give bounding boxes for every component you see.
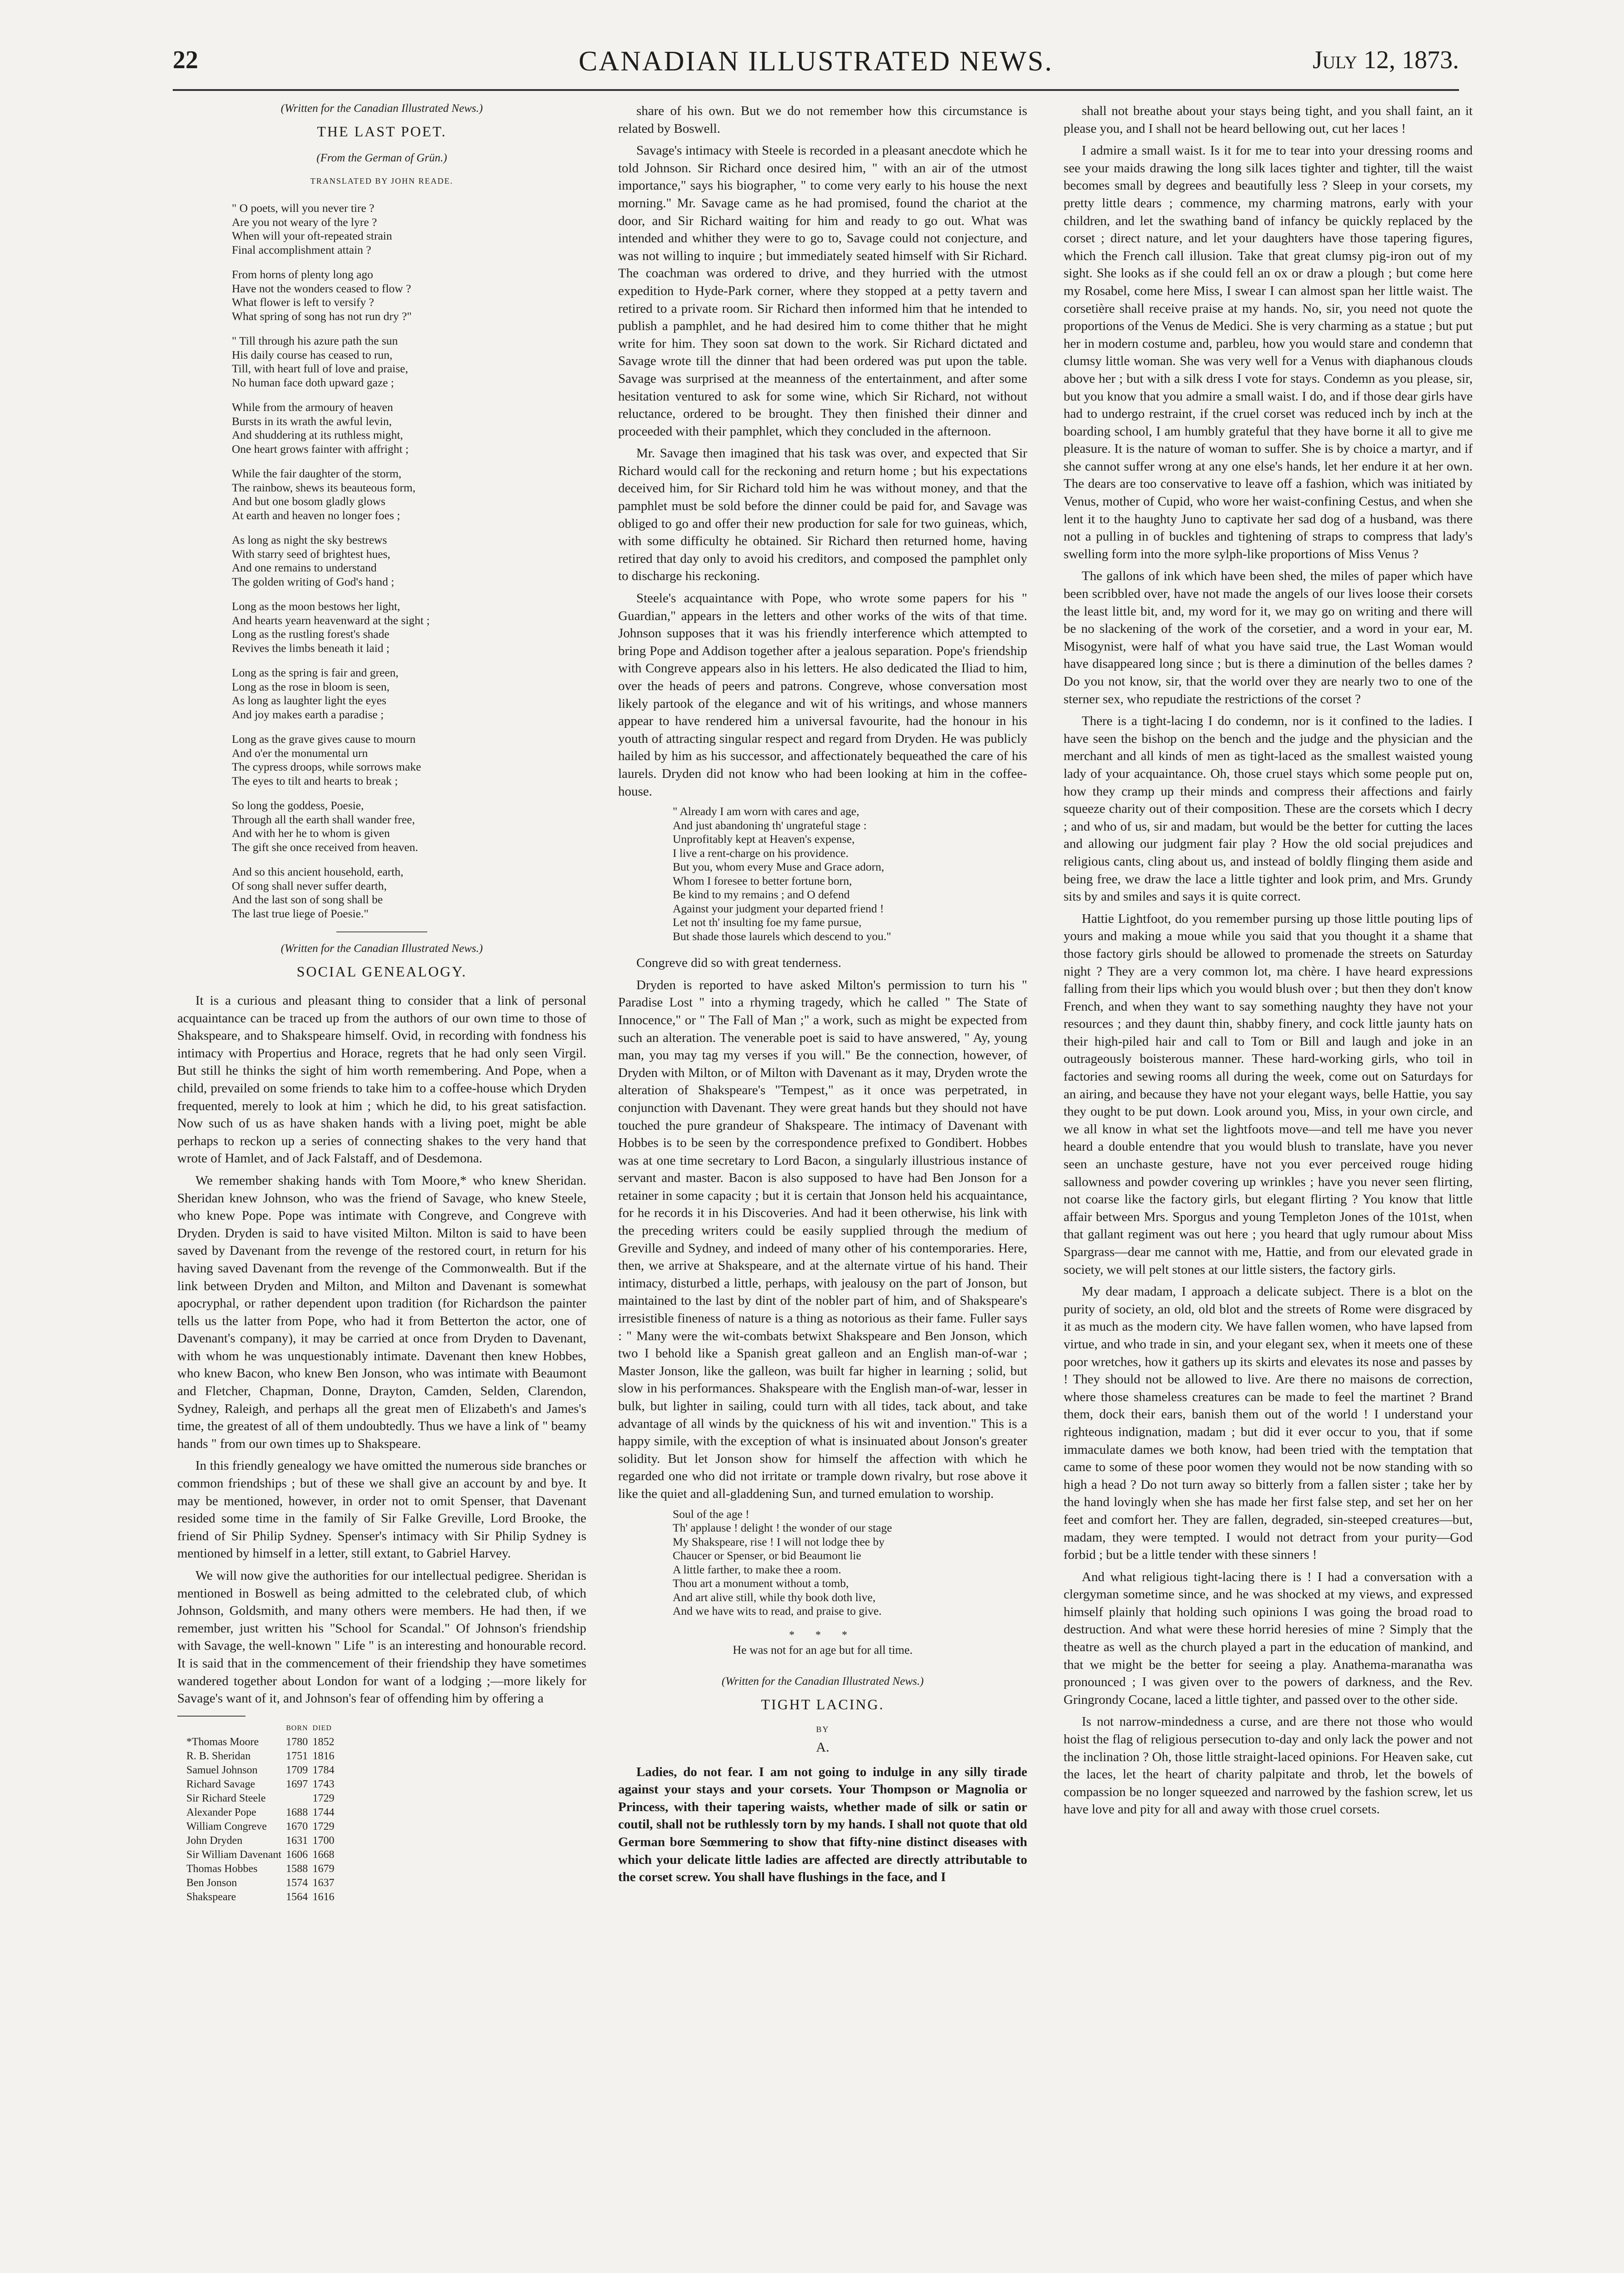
- table-cell: [286, 1792, 312, 1806]
- verse-line: Chaucer or Spenser, or bid Beaumont lie: [673, 1549, 861, 1562]
- verse-line: Bursts in its wrath the awful levin,: [232, 414, 392, 428]
- table-cell: 1606: [286, 1848, 308, 1861]
- jonson-quote: [673, 1507, 1027, 1618]
- table-cell: R. B. Sheridan: [186, 1750, 251, 1762]
- verse-line: Have not the wonders ceased to flow ?: [232, 281, 411, 295]
- verse-line: Be kind to my remains ; and O defend: [673, 888, 850, 901]
- verse-line: A little farther, to make thee a room.: [673, 1562, 841, 1576]
- tight-article-part-2: [1064, 102, 1473, 1818]
- verse-line: " O poets, will you never tire ?: [232, 201, 375, 215]
- table-cell: 1588: [286, 1862, 308, 1875]
- verse-line: From horns of plenty long ago: [232, 268, 373, 281]
- table-row: [186, 1806, 339, 1820]
- verse-line: Long as the spring is fair and green,: [232, 666, 399, 679]
- verse-line: Whom I foresee to better fortune born,: [673, 874, 852, 887]
- table-header-row: [186, 1721, 339, 1735]
- table-cell: 1784: [312, 1764, 335, 1776]
- asterisms: * * *: [789, 1629, 856, 1641]
- table-cell: Sir Richard Steele: [186, 1792, 266, 1804]
- stanza: [232, 666, 586, 721]
- verse-line: Long as the rose in bloom is seen,: [232, 680, 390, 693]
- verse-line: Of song shall never suffer dearth,: [232, 879, 387, 892]
- table-cell: Samuel Johnson: [186, 1764, 258, 1776]
- verse-line: But you, whom every Muse and Grace adorn,: [673, 860, 884, 874]
- table-cell: Sir William Davenant: [186, 1848, 282, 1861]
- verse-line: Through all the earth shall wander free,: [232, 812, 415, 826]
- column-header: DIED: [312, 1724, 332, 1732]
- stanza: [232, 799, 586, 854]
- poem-credit: (Written for the Canadian Illustrated News.): [280, 102, 483, 115]
- verse-line: And just abandoning th' ungrateful stage :: [673, 818, 867, 832]
- table-cell: 1637: [312, 1877, 335, 1889]
- verse-line: Long as the moon bestows her light,: [232, 600, 400, 613]
- table-cell: 1729: [312, 1792, 335, 1804]
- paragraph: Mr. Savage then imagined that his task was over, and expected that Sir Richard would call for the reckoning and return home ; but his expectations deceived him, for Sir Richard told him he was without money, and that the pamphlet must be sold before the dinner could be paid for, and Savage was obliged to go and offer their new production for sale for two guineas, which, with some difficulty he obtained. Sir Richard then returned home, having retired that day only to avoid his creditors, and composed the pamphlet only to discharge his reckoning.: [618, 446, 1027, 584]
- paragraph: And what religious tight-lacing there is ! I had a conversation with a clergyman sometime since, and he was shocked at my views, and expressed himself plainly that holding such opinions I was going the broad road to destruction. And what were these horrid heresies of mine ? Simply that the theatre as well as the church played a part in the education of mankind, and that we might be the better for seeing a play. Anathema-maranatha was pronounced ; I was given over to the powers of darkness, and the Rev. Gringrondy Cocane, laced a little tighter, and passed over to the other side.: [1064, 1569, 1473, 1707]
- closing-line: He was not for an age but for all time.: [733, 1643, 913, 1657]
- column-1: [177, 102, 586, 2273]
- table-cell: Alexander Pope: [186, 1806, 256, 1818]
- verse-line: Thou art a monument without a tomb,: [673, 1577, 849, 1590]
- paragraph: Dryden is reported to have asked Milton's permission to turn his " Paradise Lost " into a rhyming tragedy, which he called " The State of Innocence," or " The Fall of Man ;" a work, such as might be expected from such an alteration. The venerable poet is said to have answered, " Ay, young man, you may tag my verses if you will." Be the connection, however, of Dryden with Milton, or of Milton with Davenant as it may, Dryden wrote the alteration of Shakspeare's "Tempest," as it once was perpetrated, in conjunction with Davenant. They were great hands but they should not have touched the pure grandeur of Shakspeare. The intimacy of Davenant with Hobbes is to be seen by the correspondence prefixed to Gondibert. Hobbes was at one time secretary to Lord Bacon, a singularly illustrious instance of servant and master. Bacon is also supposed to have had Ben Jonson for a retainer in some capacity ; but it is certain that Jonson held his acquaintance, for he records it in his Discoveries. And had it been otherwise, his link with the preceding writers could be easily supplied through the medium of Greville and Sydney, and indeed of many other of his contemporaries. Here, then, we arrive at Shakspeare, and at the alternate virtue of his hand. Their intimacy, disturbed a little, perhaps, with jealousy on the part of Jonson, but maintained to the last by dint of the nobler part of him, and of Shakspeare's irresistible fineness of nature is a thing as notorious as their fame. Fuller says : " Many were the wit-combats betwixt Shakspeare and Ben Jonson, which two I behold like a Spanish great galleon and an English man-of-war ; Master Jonson, like the galleon, was built far higher in learning ; solid, but slow in his performances. Shakspeare with the English man-of-war, lesser in bulk, but lighter in sailing, could turn with all tides, tack about, and take advantage of all winds by the quickness of his wit and invention." This is a happy simile, with the exception of what is insinuated about Jonson's greater solidity. But let Jonson show for himself the affection with which he regarded one who did not irritate or trample down rivalry, but rose above it like the quiet and all-gladdening Sun, and turned emulation to worship.: [618, 977, 1027, 1501]
- table-cell: 1679: [312, 1862, 335, 1875]
- paragraph: The gallons of ink which have been shed, the miles of paper which have been scribbled over, have not made the angels of our lives loose their corsets the least little bit, and, my word for it, we may go on writing and there will be no slackening of the work of the corsetier, and a word in your ear, M. Misogynist, were half of what you have said true, the Last Woman would have disappeared long since ; but is there a diminution of the belles dames ? Do you not know, sir, that the world over they are nearly two to one of the sterner sex, who repudiate the restrictions of the corset ?: [1064, 569, 1473, 706]
- table-cell: *Thomas Moore: [186, 1736, 259, 1748]
- social-article-part-3: [618, 954, 1027, 1502]
- table-cell: John Dryden: [186, 1834, 243, 1847]
- social-article-part-1: [177, 992, 586, 1707]
- verse-line: " Till through his azure path the sun: [232, 334, 398, 347]
- column-3: [1064, 102, 1473, 2273]
- verse-line: And with her he to whom is given: [232, 826, 390, 840]
- column-2: [618, 102, 1027, 2273]
- column-header: BORN: [286, 1724, 308, 1732]
- verse-line: Long as the rustling forest's shade: [232, 627, 390, 641]
- verse-line: The eyes to tilt and hearts to break ;: [232, 774, 398, 787]
- table-cell: Shakspeare: [186, 1891, 236, 1903]
- verse-line: Final accomplishment attain ?: [232, 243, 371, 256]
- stanza: [232, 865, 586, 921]
- verse-line: While the fair daughter of the storm,: [232, 467, 402, 480]
- paragraph: It is a curious and pleasant thing to consider that a link of personal acquaintance can be traced up from the authors of our own time to those of Shakspeare, and to Shakspeare himself. Ovid, in recording with fondness his intimacy with Propertius and Horace, regrets that he had only seen Virgil. But still he thinks the sight of him worth remembering. And Pope, when a child, prevailed on some friends to take him to a coffee-house which Dryden frequented, merely to look at him ; which he did, to his great satisfaction. Now such of us as have shaken hands with a living poet, might be able perhaps to reckon up a series of connecting shakes to the very hand that wrote of Hamlet, and of Jack Falstaff, and of Desdemona.: [177, 993, 586, 1166]
- table-row: [186, 1735, 339, 1749]
- stanza: [232, 467, 586, 522]
- column-header: [186, 1721, 286, 1735]
- poem-translator: TRANSLATED BY JOHN READE.: [310, 176, 454, 185]
- verse-line: The last true liege of Poesie.": [232, 906, 369, 920]
- table-row: [186, 1890, 339, 1904]
- table-cell: 1688: [286, 1806, 308, 1818]
- table-cell: 1751: [286, 1750, 308, 1762]
- paragraph: There is a tight-lacing I do condemn, nor is it confined to the ladies. I have seen the bishop on the bench and the judge and the physician and the merchant and all kinds of men as tight-laced as the smallest waisted young lady of your acquaintance. Oh, those cruel stays which some people put on, how they cramp up their minds and compress their affections and fairly squeeze charity out of their composition. These are the corsets which I decry ; and who of us, sir and madam, but would be the better for cutting the laces and allowing our judgment fair play ? How the old social prejudices and religious cants, cling about us, and instead of boldly flinging them aside and being free, we draw the lace a little tighter and look prim, and Mrs. Grundy sits by and smiles and says it is quite correct.: [1064, 714, 1473, 904]
- verse-line: Long as the grave gives cause to mourn: [232, 732, 416, 746]
- stanza: [232, 201, 586, 257]
- table-cell: 1631: [286, 1834, 308, 1847]
- table-row: [186, 1834, 339, 1848]
- stanza: [232, 600, 586, 655]
- verse-line: What spring of song has not run dry ?": [232, 309, 412, 323]
- verse-line: So long the goddess, Poesie,: [232, 799, 364, 812]
- table-cell: 1743: [312, 1778, 335, 1790]
- verse-line: As long as night the sky bestrews: [232, 533, 387, 546]
- verse-line: Are you not weary of the lyre ?: [232, 215, 377, 229]
- social-title: SOCIAL GENEALOGY.: [296, 963, 467, 980]
- table-cell: Thomas Hobbes: [186, 1862, 258, 1875]
- table-cell: 1780: [286, 1736, 308, 1748]
- paragraph: My dear madam, I approach a delicate subject. There is a blot on the purity of society, an old, old blot and the streets of Rome were disgraced by it as much as the modern city. We have fallen women, who have lapsed from virtue, and who trade in sin, and your elegant sex, when it meets one of these poor wretches, how it gathers up its skirts and elevates its nose and passes by ! They should not be allowed to live. Are there no maisons de correction, where those shameless creatures can be made to feel the martinet ? Brand them, dock their ears, banish them out of the world ! I understand your righteous indignation, madam ; but did it ever occur to you, that if some immaculate dames we both know, had been tried with the temptation that came to some of these poor women they would not be now standing with so high a head ? Do not turn away so bitterly from a fallen sister ; take her by the hand lovingly when she has made her first false step, and set her on her feet and comfort her. They are fallen, degraded, sin-steeped creatures—but, madam, they were tempted. I would not detract from your purity—God forbid ; but be a little tender with these sinners !: [1064, 1284, 1473, 1562]
- verse-line: And we have wits to read, and praise to give.: [673, 1604, 882, 1618]
- table-row: [186, 1820, 339, 1834]
- footnote-rule: [177, 1716, 245, 1717]
- paragraph: I admire a small waist. Is it for me to tear into your dressing rooms and see your maids drawing the long silk laces tighter and tighter, till the waist becomes small by degrees and beautifully less ? Sleep in your corsets, my pretty little dears ; commence, my charming matrons, early with your children, and let the swathing band of infancy be quickly replaced by the corset ; direct nature, and let your daughters have those tapering figures, which the French call illusion. Take that great clumsy pig-iron out of my sight. She looks as if she could fell an ox or draw a plough ; but come here my Rosabel, come here Miss, I swear I can almost span her little waist. The corsetière shall receive praise at my hands. No, sir, you need not quote the proportions of the Venus de Medici. She is very charming as a statue ; but put her in modern costume and, parbleu, how you would stare and condemn that clumsy little woman. She was very well for a Venus with diaphanous clouds above her ; but with a silk dress I vote for stays. Condemn as you please, sir, but you know that you admire a small waist. I do, and if those dear girls have had to undergo restraint, if the cruel corset was reduced inch by inch at the boarding school, I am humbly grateful that they have borne it all to give me pleasure. It is the nature of woman to suffer. She is by choice a martyr, and if she cannot suffer wrong at any one else's hands, let her endure it at her own. The dears are too conservative to leave off a fashion, which was initiated by Venus, mother of Cupid, who wore her waist-confining Cestus, and when she lent it to the haughty Juno to captivate her sad dog of a husband, was there not a pulling in of buckles and tightening of straps to compress that lady's swelling form into the more sylph-like proportions of Miss Venus ?: [1064, 143, 1473, 561]
- verse-line: Till, with heart full of love and praise,: [232, 362, 408, 375]
- newspaper-title: CANADIAN ILLUSTRATED NEWS.: [578, 46, 1054, 77]
- verse-line: And shuddering at its ruthless might,: [232, 428, 403, 441]
- table-cell: William Congreve: [186, 1820, 267, 1832]
- social-credit: (Written for the Canadian Illustrated News.): [280, 942, 483, 955]
- paragraph: Steele's acquaintance with Pope, who wrote some papers for his " Guardian," appears in the letters and other works of the wits of that time. Johnson supposes that it was his friendly interference which attempted to bring Pope and Addison together after a jealous separation. Pope's friendship with Congreve appears also in his letters. He also dedicated the Iliad to him, over the heads of peers and patrons. Congreve, whose conversation most likely partook of the elegance and wit of his writings, and whose manners appear to have rendered him a universal favourite, had the honour in his youth of attracting singular respect and regard from Dryden. He was publicly hailed by him as his successor, and affectionately bequeathed the care of his laurels. Dryden did not know who had been looking at him in the coffee-house.: [618, 591, 1027, 799]
- stanza: [232, 533, 586, 589]
- verse-line: The rainbow, shews its beauteous form,: [232, 481, 416, 494]
- table-cell: 1816: [312, 1750, 335, 1762]
- verse-line: The gift she once received from heaven.: [232, 840, 418, 854]
- verse-line: And art alive still, while thy book doth live,: [673, 1590, 876, 1604]
- byline-label: BY: [816, 1724, 829, 1734]
- table-row: [186, 1862, 339, 1876]
- stanza: [232, 268, 586, 323]
- verse-line: And the last son of song shall be: [232, 893, 383, 906]
- verse-line: And so this ancient household, earth,: [232, 865, 404, 878]
- dryden-quote: [673, 805, 1027, 943]
- header-rule: [173, 89, 1459, 91]
- verse-line: One heart grows fainter with affright ;: [232, 442, 409, 456]
- verse-line: The cypress droops, while sorrows make: [232, 760, 421, 773]
- table-cell: 1744: [312, 1806, 335, 1818]
- table-row: [186, 1749, 339, 1763]
- section-divider: [336, 931, 427, 932]
- paragraph: Savage's intimacy with Steele is recorded in a pleasant anecdote which he told Johnson. Sir Richard once desired him, " with an air of the utmost importance," says his biographer, " to come very early to his house the next morning." Mr. Savage came as he had promised, found the chariot at the door, and Sir Richard waiting for him and ready to go out. What was intended and whither they were to go to, Savage could not conjecture, and was not willing to inquire ; but immediately seated himself with Sir Richard. The coachman was ordered to drive, and they hurried with the utmost expedition to Hyde-Park corner, where they stopped at a petty tavern and retired to a private room. Sir Richard then informed him that he intended to publish a pamphlet, and he had desired him to come thither that he might write for him. They soon sat down to the work. Sir Richard dictated and Savage wrote till the dinner that had been ordered was put upon the table. Savage was surprised at the meanness of the entertainment, and after some hesitation ventured to ask for some wine, which Sir Richard, not without reluctance, ordered to be brought. They then finished their dinner and proceeded with their pamphlet, which they concluded in the afternoon.: [618, 143, 1027, 439]
- verse-line: At earth and heaven no longer foes ;: [232, 508, 400, 522]
- table-cell: 1709: [286, 1764, 308, 1776]
- stanza: [232, 334, 586, 390]
- verse-line: My Shakspeare, rise ! I will not lodge thee by: [673, 1535, 884, 1548]
- paragraph: Hattie Lightfoot, do you remember pursing up those little pouting lips of yours and making a moue while you said that you thought it a shame that those factory girls should be allowed to promenade the streets on Saturday night ? They are a very common lot, ma chère. I have heard expressions falling from their lips which you would blush over ; but then they don't know French, and when they want to say something naughty they have not your resources ; and they daunt thin, shabby finery, and cock little jaunty hats on their high-piled hair and call to Tom or Bill and laugh and joke in an outrageously boisterous manner. These hard-working girls, who toil in factories and sewing rooms all during the week, come out on Saturdays for an airing, and because they have not your elegant ways, belle Hattie, you say they ought to be put down. Look around you, Miss, in your own circle, and we all know in what set the lightfoots move—and tell me have you never heard a double entendre that you would blush to translate, have you never seen an unchaste gesture, have not you ever perceived rouge hiding sallowness and powder covering up wrinkles ; have you never seen flirting, not coarse like the factory girls, but elegant flirting ? You know that little affair between Mrs. Sporgus and young Templeton Jones of the 101st, when that gallant regiment was out here ; you heard that ugly rumour about Miss Spargrass—dear me cannot with me, Hattie, and from our elevated grade in society, we will pelt stones at our little sisters, the factory girls.: [1064, 911, 1473, 1277]
- table-cell: 1574: [286, 1877, 308, 1889]
- verse-line: And one remains to understand: [232, 561, 377, 574]
- table-row: [186, 1777, 339, 1792]
- verse-line: As long as laughter light the eyes: [232, 694, 386, 707]
- tight-title: TIGHT LACING.: [761, 1696, 884, 1712]
- stanza: [232, 732, 586, 788]
- paragraph: Is not narrow-mindedness a curse, and are there not those who would hoist the flag of religious persecution to-day and only lack the power and not the inclination ? Oh, those little straight-laced opinions. For Heaven sake, cut the laces, let the heart of charity palpitate and throb, let the bowels of compassion be no longer squeezed and narrowed by the fashion screw, let us have love and pity for all and away with those cruel corsets.: [1064, 1714, 1473, 1817]
- tight-article-part-1: [618, 1763, 1027, 1886]
- poem-body: [232, 201, 586, 921]
- paragraph: share of his own. But we do not remember how this circumstance is related by Boswell.: [618, 104, 1027, 136]
- paragraph: Ladies, do not fear. I am not going to indulge in any silly tirade against your stays and your corsets. Your Thompson or Magnolia or Princess, with their tapering waists, whether made of silk or satin or coutil, shall not be ruthlessly torn by my hands. I shall not quote that old German bore Sœmmering to show that fifty-nine distinct diseases with which your delicate little ladies are affected are directly attributable to the corset screw. You shall have flushings in the face, and I: [618, 1764, 1027, 1885]
- table-row: [186, 1792, 339, 1806]
- table-cell: 1616: [312, 1891, 335, 1903]
- paragraph: shall not breathe about your stays being tight, and you shall faint, an it please you, and I shall not be heard bellowing out, cut her laces !: [1064, 104, 1473, 136]
- verse-line: Against your judgment your departed friend !: [673, 901, 884, 915]
- issue-date: July 12, 1873.: [1312, 46, 1459, 74]
- verse-line: His daily course has ceased to run,: [232, 348, 393, 361]
- table-cell: Ben Jonson: [186, 1877, 237, 1889]
- verse-line: I live a rent-charge on his providence.: [673, 846, 849, 860]
- poem-subtitle: (From the German of Grün.): [316, 152, 447, 164]
- table-cell: 1564: [286, 1891, 308, 1903]
- table-row: [186, 1763, 339, 1777]
- paragraph: Congreve did so with great tenderness.: [636, 956, 842, 971]
- table-cell: 1668: [312, 1848, 335, 1861]
- verse-line: While from the armoury of heaven: [232, 401, 393, 414]
- paragraph: We remember shaking hands with Tom Moore,* who knew Sheridan. Sheridan knew Johnson, who was the friend of Savage, who knew Steele, who knew Pope. Pope was intimate with Congreve, and Congreve with Dryden. Dryden is said to have visited Milton. Milton is said to have been saved by Davenant from the revenge of the restored court, in return for his having saved Davenant from the revenge of the Commonwealth. But if the link between Dryden and Milton, and Milton and Davenant is somewhat apocryphal, or rather dependent upon tradition (for Richardson the painter tells us the latter from Pope, who had it from Betterton the actor, one of Davenant's company), it may be carried at once from Dryden to Davenant, with whom he was unquestionably intimate. Davenant then knew Hobbes, who knew Bacon, who knew Ben Jonson, who was intimate with Beaumont and Fletcher, Chapman, Donne, Drayton, Camden, Selden, Clarendon, Sydney, Raleigh, and perhaps all the great men of Elizabeth's and James's time, the greatest of all of them undoubtedly. Thus we have a link of " beamy hands " from our own times up to Shakspeare.: [177, 1173, 586, 1451]
- verse-line: Th' applause ! delight ! the wonder of our stage: [673, 1521, 892, 1535]
- social-article-part-2: [618, 102, 1027, 800]
- paragraph: In this friendly genealogy we have omitted the numerous side branches or common friendships ; but of these we shall give an account by and bye. It may be mentioned, however, in order not to omit Spenser, that Davenant resided some time in the family of Sir Falke Greville, Lord Brooke, the friend of Sir Philip Sydney. Spenser's intimacy with Sir Philip Sydney is mentioned by himself in a letter, still extant, to Gabriel Harvey.: [177, 1458, 586, 1561]
- page-header: [173, 45, 1459, 82]
- footnote-table: [186, 1721, 339, 1904]
- verse-line: Let not th' insulting foe my fame pursue,: [673, 916, 862, 929]
- tight-credit: (Written for the Canadian Illustrated News.): [721, 1675, 924, 1687]
- verse-line: Revives the limbs beneath it laid ;: [232, 641, 390, 655]
- verse-line: But shade those laurels which descend to you.": [673, 929, 891, 943]
- table-row: [186, 1848, 339, 1862]
- table-cell: Richard Savage: [186, 1778, 255, 1790]
- verse-line: And hearts yearn heavenward at the sight ;: [232, 613, 430, 627]
- table-cell: 1697: [286, 1778, 308, 1790]
- table-cell: 1670: [286, 1820, 308, 1832]
- table-cell: 1700: [312, 1834, 335, 1847]
- page-number: 22: [173, 46, 198, 74]
- table-row: [186, 1876, 339, 1890]
- verse-line: Soul of the age !: [673, 1507, 750, 1521]
- verse-line: What flower is left to versify ?: [232, 295, 374, 309]
- verse-line: With starry seed of brightest hues,: [232, 547, 390, 561]
- verse-line: No human face doth upward gaze ;: [232, 375, 394, 389]
- table-cell: 1852: [312, 1736, 335, 1748]
- table-cell: 1729: [312, 1820, 335, 1832]
- verse-line: And joy makes earth a paradise ;: [232, 707, 384, 721]
- verse-line: And o'er the monumental urn: [232, 746, 368, 760]
- verse-line: " Already I am worn with cares and age,: [673, 805, 859, 818]
- verse-line: When will your oft-repeated strain: [232, 229, 392, 242]
- verse-line: And but one bosom gladly glows: [232, 495, 385, 508]
- verse-line: Unprofitably kept at Heaven's expense,: [673, 832, 855, 846]
- paragraph: We will now give the authorities for our intellectual pedigree. Sheridan is mentioned in Boswell as being admitted to the celebrated club, of which Johnson, Goldsmith, and many others were members. He had then, if we remember, just written his "School for Scandal." Of Johnson's friendship with Savage, the well-known " Life " is an interesting and honourable record. It is said that in the commencement of their friendship they have sometimes wandered together about London for want of a lodging ;—more likely for Savage's want of it, and Johnson's fear of offending him by offering a: [177, 1568, 586, 1706]
- byline-author: A.: [816, 1739, 829, 1755]
- stanza: [232, 401, 586, 456]
- verse-line: The golden writing of God's hand ;: [232, 575, 395, 588]
- poem-title: THE LAST POET.: [317, 123, 447, 140]
